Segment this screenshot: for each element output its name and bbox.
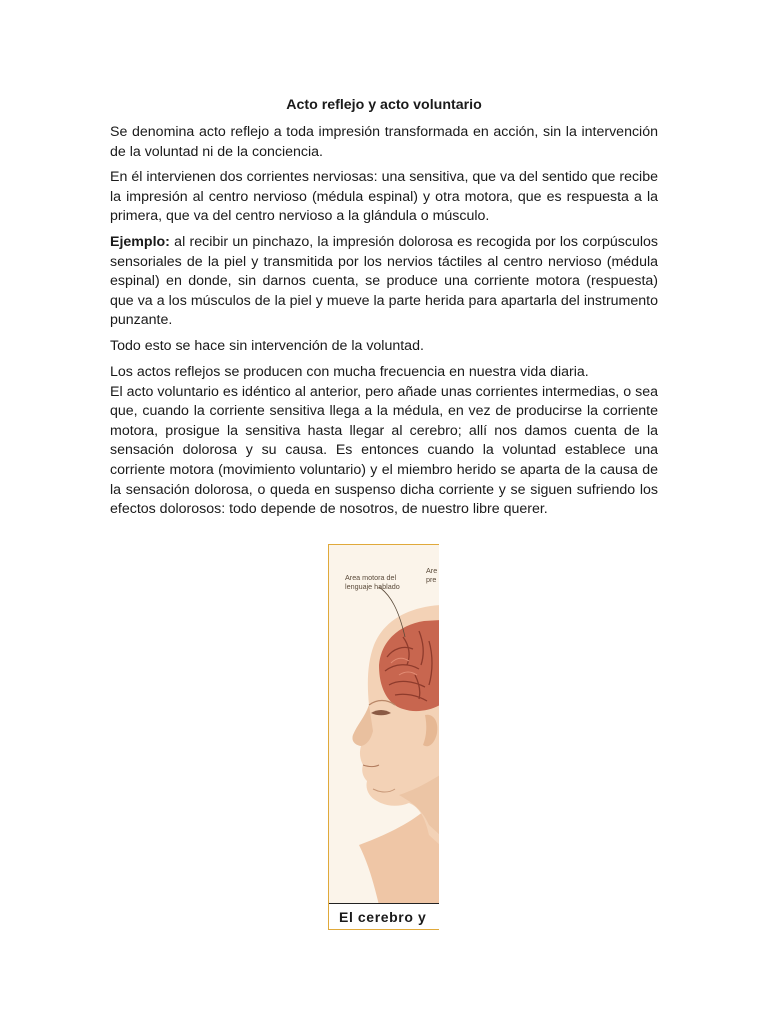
example-label: Ejemplo: (110, 234, 170, 250)
figure-caption: El cerebro y (329, 903, 439, 929)
brain-head-illustration (329, 545, 439, 905)
paragraph-currents: En él intervienen dos corrientes nerviosas: una sensitiva, que va del sentido que recibe la impresión al centro nervioso (médula espinal) y otra motora, que es respuesta a la primera, que va del centro nervioso a la glándula o músculo. (110, 169, 658, 225)
page-title: Acto reflejo y acto voluntario (286, 97, 482, 113)
cut-label-line1: Are (426, 566, 438, 575)
example-text: al recibir un pinchazo, la impresión dolorosa es recogida por los corpúsculos sensoriales de la piel y transmitida por los nervios táctiles al centro nervioso (médula espinal) en donde, sin darnos cuenta, se produce una corriente motora (respuesta) que va a los músculos de la piel y mueve la parte herida para apartarla del instrumento punzante. (110, 234, 658, 329)
paragraph-example (110, 233, 658, 331)
voluntary-act-text: El acto voluntario es idéntico al anterior, pero añade unas corrientes intermedias, o sea que, cuando la corriente sensitiva llega a la médula, en vez de producirse la corriente motora, prosigue la sensitiva hasta llegar al cerebro; allí nos damos cuenta de la sensación dolorosa y su causa. Es entonces cuando la voluntad establece una corriente motora (movimiento voluntario) y el miembro herido se aparta de la causa de la sensación dolorosa, o queda en suspenso dicha corriente y se siguen sufriendo los efectos dolorosos: todo depende de nosotros, de nuestro libre querer. (110, 383, 658, 518)
cut-label-line2: pre (426, 575, 437, 584)
reflex-frequency-line: Los actos reflejos se producen con mucha frecuencia en nuestra vida diaria. (110, 364, 589, 380)
motor-area-label-line1: Area motora del (345, 573, 397, 582)
paragraph-definition: Se denomina acto reflejo a toda impresión transformada en acción, sin la intervención de la voluntad ni de la conciencia. (110, 124, 658, 160)
motor-area-label-line2: lenguaje hablado (345, 582, 400, 591)
paragraph-voluntary-act (110, 363, 658, 520)
paragraph-no-will: Todo esto se hace sin intervención de la voluntad. (110, 338, 424, 354)
brain-figure (328, 544, 439, 930)
